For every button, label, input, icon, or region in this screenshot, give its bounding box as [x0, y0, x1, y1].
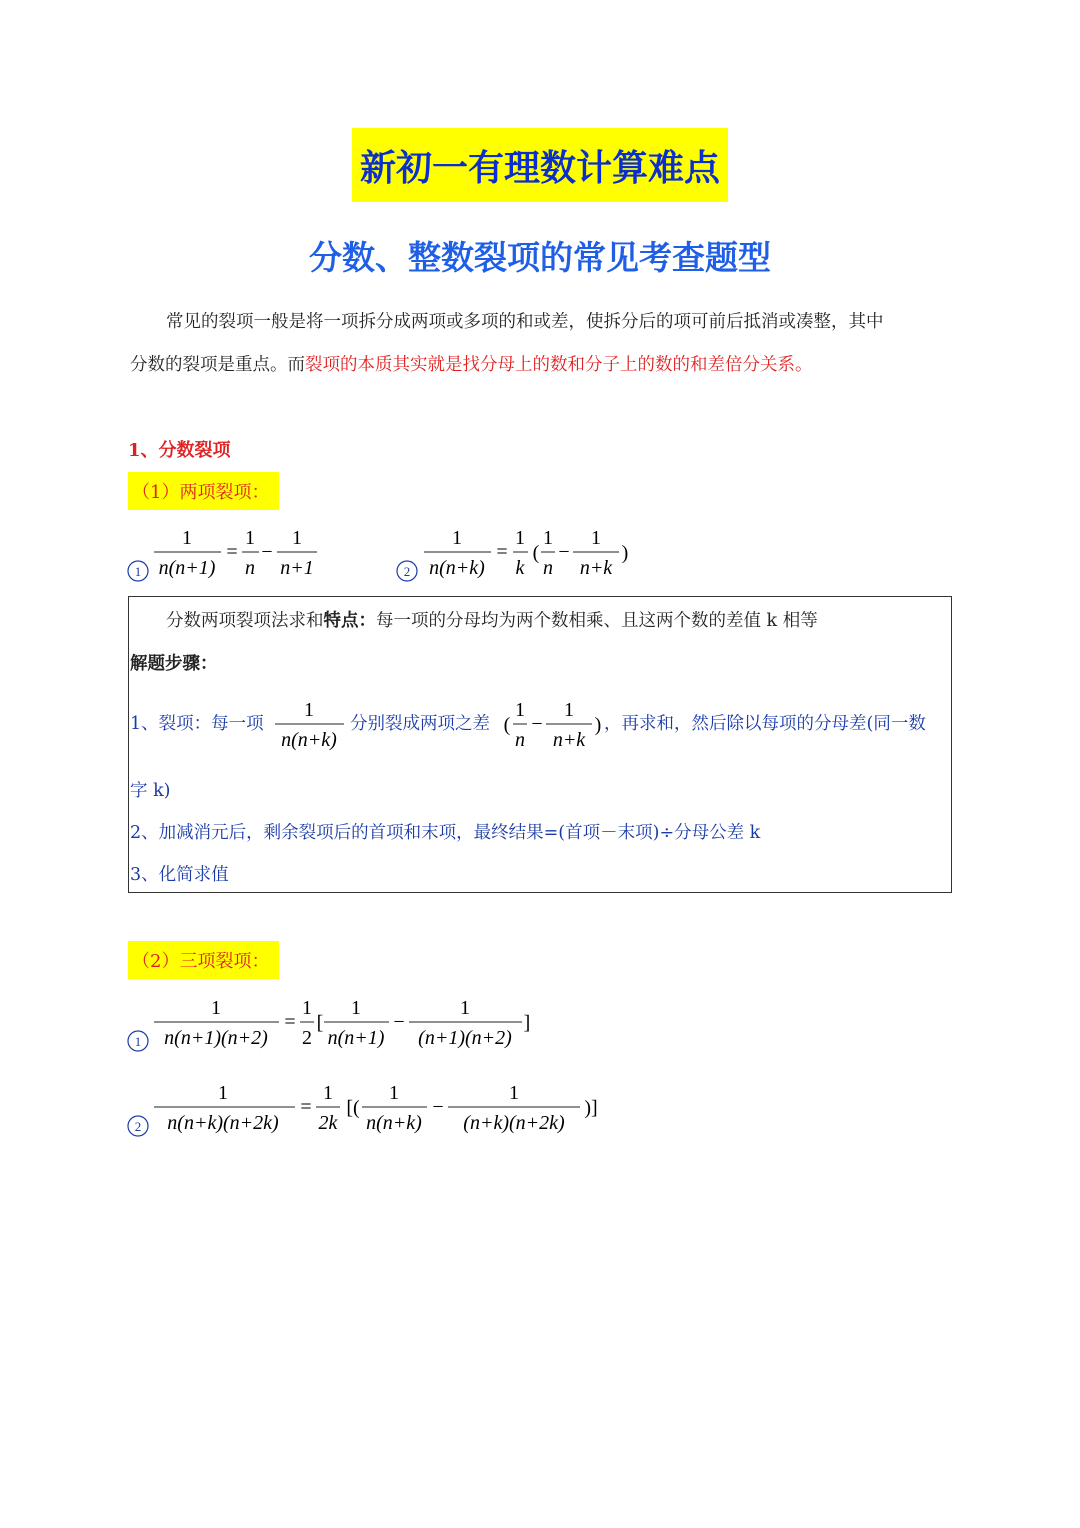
close-bracket: ] [523, 1012, 531, 1034]
feature-text: 每一项的分母均为两个数相乘、且这两个数的差值 k 相等 [376, 611, 818, 631]
fraction-numerator: 1 [515, 527, 525, 549]
fraction-denominator: (n+1)(n+2) [418, 1027, 512, 1049]
page-title: 新初一有理数计算难点 [352, 128, 728, 202]
formula-three-term-1 [125, 992, 545, 1054]
fraction-numerator: 1 [564, 699, 574, 721]
fraction-numerator: 1 [515, 699, 525, 721]
fraction-numerator: 1 [351, 997, 361, 1019]
step3-text: 3、化简求值 [130, 865, 229, 885]
step1-difference [500, 694, 610, 756]
formula-two-term-row [125, 522, 645, 584]
equals-sign: = [496, 541, 508, 563]
fraction-numerator: 1 [591, 527, 601, 549]
fraction-numerator: 1 [452, 527, 462, 549]
step1-text-a: 1、裂项：每一项 [130, 714, 264, 734]
intro-line-2 [130, 351, 813, 376]
intro-highlight-red: 裂项的本质其实就是找分母上的数和分子上的数的和差倍分关系。 [305, 355, 813, 375]
formula-three-term-2 [125, 1077, 615, 1139]
intro-plain: 分数的裂项是重点。而 [130, 355, 305, 375]
fraction-numerator: 1 [509, 1082, 519, 1104]
open-paren: ( [503, 714, 511, 736]
feature-intro: 分数两项裂项法求和 [166, 611, 324, 631]
step1-fraction [272, 694, 348, 756]
minus-sign: − [432, 1096, 444, 1118]
minus-sign: − [261, 541, 273, 563]
fraction-numerator: 1 [182, 527, 192, 549]
fraction-denominator: n+1 [280, 557, 314, 579]
close-paren: ) [594, 714, 602, 736]
open-bracket: [ [316, 1012, 324, 1034]
fraction-denominator: n(n+k) [281, 729, 337, 751]
fraction-numerator: 1 [304, 699, 314, 721]
fraction-denominator: n(n+1)(n+2) [164, 1027, 268, 1049]
fraction-denominator: k [515, 557, 525, 579]
fraction-numerator: 1 [543, 527, 553, 549]
fraction-numerator: 1 [460, 997, 470, 1019]
feature-label: 特点： [323, 611, 376, 631]
marker-digit: 2 [403, 564, 411, 579]
minus-sign: − [393, 1011, 405, 1033]
fraction-numerator: 1 [389, 1082, 399, 1104]
fraction-numerator: 1 [245, 527, 255, 549]
fraction-denominator: n(n+k) [366, 1112, 422, 1134]
fraction-denominator: n+k [552, 729, 586, 751]
step2-text: 2、加减消元后，剩余裂项后的首项和末项，最终结果=(首项－末项)÷分母公差 k [130, 823, 761, 843]
fraction-denominator: n(n+1) [327, 1027, 385, 1049]
minus-sign: − [558, 541, 570, 563]
marker-digit: 2 [134, 1119, 142, 1134]
fraction-numerator: 1 [323, 1082, 333, 1104]
equals-sign: = [300, 1096, 312, 1118]
close-paren: ) [621, 542, 629, 564]
steps-label: 解题步骤： [130, 654, 218, 674]
open-paren: ( [532, 542, 540, 564]
fraction-numerator: 1 [292, 527, 302, 549]
intro-line-1: 常见的裂项一般是将一项拆分成两项或多项的和或差，使拆分后的项可前后抵消或凑整，其中 [166, 312, 884, 332]
fraction-numerator: 1 [211, 997, 221, 1019]
marker-digit: 1 [134, 564, 142, 579]
box-feature-line [166, 607, 818, 632]
page-subtitle: 分数、整数裂项的常见考查题型 [309, 238, 771, 277]
fraction-denominator: (n+k)(n+2k) [463, 1112, 565, 1134]
step1-text-b: 分别裂成两项之差 [350, 714, 490, 734]
minus-sign: − [531, 713, 543, 735]
fraction-denominator: n(n+k)(n+2k) [167, 1112, 279, 1134]
section-heading: 1、分数裂项 [128, 440, 231, 461]
fraction-numerator: 1 [302, 997, 312, 1019]
marker-digit: 1 [134, 1034, 142, 1049]
fraction-denominator: n+k [579, 557, 613, 579]
fraction-numerator: 1 [218, 1082, 228, 1104]
step1-text-d: 字 k) [130, 781, 171, 801]
formula-two-term-1 [128, 527, 317, 581]
fraction-denominator: n(n+k) [429, 557, 485, 579]
step1-text-c: ，再求和，然后除以每项的分母差(同一数 [604, 714, 926, 734]
fraction-denominator: n [543, 557, 553, 579]
fraction-denominator: n [245, 557, 255, 579]
formula-two-term-2 [397, 527, 628, 581]
fraction-denominator: 2 [302, 1027, 312, 1049]
subsection-two-term: （1）两项裂项： [128, 472, 279, 510]
fraction-denominator: n [515, 729, 525, 751]
fraction-denominator: n(n+1) [158, 557, 216, 579]
subsection-three-term: （2）三项裂项： [128, 941, 279, 979]
fraction-denominator: 2k [318, 1112, 338, 1134]
open-bracket: [( [346, 1097, 360, 1119]
equals-sign: = [226, 541, 238, 563]
close-bracket: )] [584, 1097, 598, 1119]
equals-sign: = [284, 1011, 296, 1033]
